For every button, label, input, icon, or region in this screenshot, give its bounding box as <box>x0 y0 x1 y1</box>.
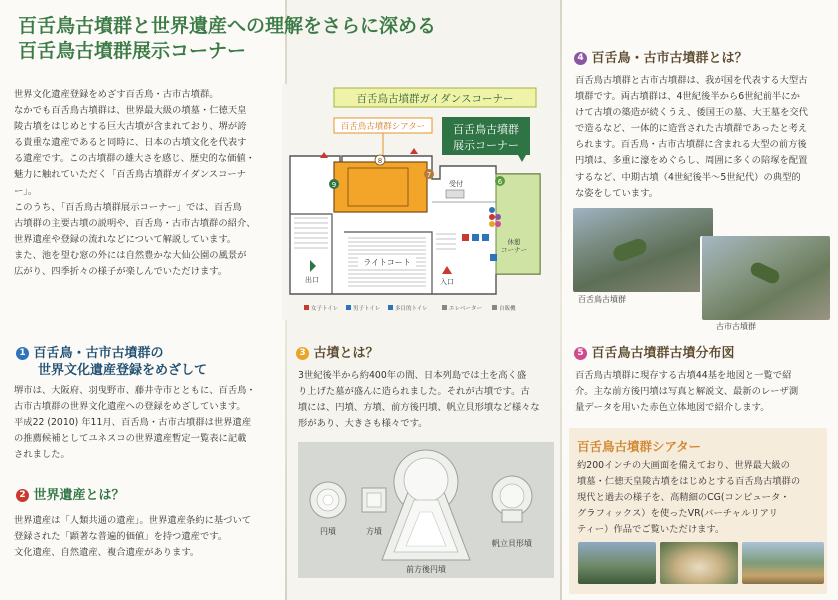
intro-text <box>14 87 284 280</box>
entrance-label: 入口 <box>440 278 454 286</box>
mozu-photo-caption: 百舌鳥古墳群 <box>578 295 626 304</box>
theater-body <box>577 458 827 538</box>
body-line: 墳には、円墳、方墳、前方後円墳、帆立貝形墳など様々な <box>298 402 540 414</box>
intro-line: ー」。 <box>14 185 38 197</box>
scallop-kofun-label: 帆立貝形墳 <box>492 539 532 548</box>
body-line: な姿をしています。 <box>575 187 658 199</box>
floor-map <box>282 84 558 320</box>
body-line: 量データを用いた赤色立体地図で紹介します。 <box>575 402 770 414</box>
marker-8-label: 8 <box>377 157 383 165</box>
body-line: 平成22 (2010) 年11月、百舌鳥・古市古墳群は世界遺産 <box>14 417 252 429</box>
body-line: で造るなど、一体的に造営された古墳群であったと考え <box>575 123 808 135</box>
body-line: 古市古墳群の世界文化遺産への登録をめざしています。 <box>14 401 246 413</box>
intro-line: なかでも百舌鳥古墳群は、世界最大級の墳墓・仁徳天皇 <box>14 105 247 117</box>
intro-line: このうち、「百舌鳥古墳群展示コーナー」では、百舌鳥 <box>14 201 242 213</box>
section-5-title-text: 百舌鳥古墳群古墳分布図 <box>591 346 735 361</box>
light-court-label: ライトコート <box>363 258 411 267</box>
section-1-title-line2: 世界文化遺産登録をめざして <box>38 363 208 378</box>
body-line: 堺市は、大阪府、羽曳野市、藤井寺市とともに、百舌鳥・ <box>14 385 256 396</box>
section-number-badge: 3 <box>296 347 309 360</box>
round-kofun <box>310 482 346 518</box>
body-line: けて古墳の築造が続くうえ、倭国王の墓、大王墓を交代 <box>575 107 808 119</box>
exhibit-room <box>496 174 540 274</box>
body-line: 百舌鳥古墳群に現存する古墳44基を地図と一覧で紹 <box>575 370 792 381</box>
guidance-label: 百舌鳥古墳群ガイダンスコーナー <box>356 93 514 105</box>
section-number-badge: 4 <box>574 52 587 65</box>
section-5-body <box>575 368 833 416</box>
keyhole-kofun-label: 前方後円墳 <box>406 565 446 574</box>
section-3-body <box>298 368 558 432</box>
theater-title: 百舌鳥古墳群シアター <box>577 439 702 454</box>
body-line: されました。 <box>14 449 70 461</box>
legend-item: エレベーター <box>449 306 483 312</box>
section-3-title <box>296 345 379 362</box>
body-line: グラフィックス）を使ったVR(バーチャルリアリ <box>577 508 778 520</box>
intro-line: 古墳群の主要古墳の説明や、百舌鳥・古市古墳群の紹介、 <box>14 217 256 229</box>
section-1 <box>16 345 284 379</box>
section-1-body <box>14 383 284 463</box>
body-line: 墳墓・仁徳天皇陵古墳をはじめとする百舌鳥古墳群の <box>577 476 801 488</box>
section-4-body <box>575 73 833 202</box>
title-line-2: 百舌鳥古墳群展示コーナー <box>18 40 247 62</box>
fold-line <box>560 0 562 600</box>
body-line: 現代と過去の様子を、高精細のCG(コンピュータ・ <box>577 492 790 504</box>
kofun-shapes-illustration <box>298 442 554 578</box>
body-line: するなど、中期古墳（4世紀後半～5世紀代）の典型的 <box>575 171 801 183</box>
intro-line: る貴重な遺産であると同時に、日本の古墳文化を代表す <box>14 137 247 149</box>
body-line: 約200インチの大画面を備えており、世界最大級の <box>577 460 790 471</box>
legend-item: 多目的トイレ <box>395 306 428 312</box>
legend-item: 女子トイレ <box>311 306 339 312</box>
rest-label-1: 休憩 <box>507 238 521 246</box>
intro-line: 世界文化遺産登録をめざす百舌鳥・古市古墳群。 <box>14 89 219 100</box>
body-line: られます。百舌鳥・古市古墳群に含まれる大型の前方後 <box>575 139 807 151</box>
exit-label: 出口 <box>305 276 319 284</box>
section-number-badge: 1 <box>16 347 29 360</box>
body-line: 百舌鳥古墳群と古市古墳群は、我が国を代表する大型古 <box>575 75 808 86</box>
reception-label: 受付 <box>449 180 463 188</box>
theater-image-2 <box>660 542 738 584</box>
exhibit-label-line1: 百舌鳥古墳群 <box>453 123 519 136</box>
square-kofun <box>362 488 386 512</box>
theater-image-3 <box>742 542 824 584</box>
section-2-body <box>14 513 284 561</box>
body-line: 登録された「顕著な普遍的価値」を持つ遺産です。 <box>14 531 228 543</box>
marker-6-label: 6 <box>497 178 503 186</box>
intro-line: また、池を望む窓の外には自然豊かな大仙公園の風景が <box>14 249 247 261</box>
body-line: り上げた墓が盛んに造られました。それが古墳です。古 <box>298 386 530 398</box>
intro-line: 魅力に触れていただく「百舌鳥古墳群ガイダンスコーナ <box>14 169 246 181</box>
intro-line: る遺産です。この古墳群の雄大さを感じ、歴史的な価値・ <box>14 153 255 165</box>
theater-image-1 <box>578 542 656 584</box>
body-line: 介。主な前方後円墳は写真と解説文、最新のレーザ測 <box>575 386 799 398</box>
marker-7-label: 7 <box>426 171 432 179</box>
body-line: 円墳は、多重に濠をめぐらし、周囲に多くの陪塚を配置 <box>575 155 808 167</box>
body-line: ティー）作品でご覧いただけます。 <box>577 524 725 536</box>
square-kofun-label: 方墳 <box>366 527 382 536</box>
body-line: 3世紀後半から約400年の間、日本列島では土を高く盛 <box>298 370 527 381</box>
rest-label-2: コーナー <box>501 246 527 254</box>
section-2-title-text: 世界遺産とは？ <box>33 488 125 503</box>
intro-line: 広がり、四季折々の様子が楽しんでいただけます。 <box>14 266 228 278</box>
section-5-title <box>574 345 735 362</box>
mozu-aerial-photo <box>573 208 713 292</box>
section-4-title-text: 百舌鳥・古市古墳群とは？ <box>591 51 748 66</box>
body-line: 墳群です。両古墳群は、4世紀後半から6世紀前半にか <box>575 91 800 103</box>
section-number-badge: 2 <box>16 489 29 502</box>
section-2-title <box>16 487 125 504</box>
body-line: 世界遺産は「人類共通の遺産」。世界遺産条約に基づいて <box>14 515 252 526</box>
section-1-title-line1: 百舌鳥・古市古墳群の <box>33 346 164 361</box>
theater-label: 百舌鳥古墳群シアター <box>340 122 426 132</box>
legend-item: 男子トイレ <box>353 306 381 312</box>
legend-item: 自販機 <box>499 306 516 312</box>
body-line: 形があり、大きさも様々です。 <box>298 418 428 430</box>
round-kofun-label: 円墳 <box>320 527 336 536</box>
furuichi-photo-caption: 古市古墳群 <box>716 322 756 331</box>
page-title <box>18 14 436 64</box>
section-number-badge: 5 <box>574 347 587 360</box>
body-line: 文化遺産、自然遺産、複合遺産があります。 <box>14 547 200 559</box>
title-line-1: 百舌鳥古墳群と世界遺産への理解をさらに深める <box>18 15 437 37</box>
marker-9-label: 9 <box>331 181 337 189</box>
section-4-title <box>574 50 748 67</box>
light-court <box>344 234 430 292</box>
body-line: の推薦候補としてユネスコの世界遺産暫定一覧表に記載 <box>14 433 247 445</box>
section-3-title-text: 古墳とは？ <box>313 346 379 361</box>
exhibit-label-line2: 展示コーナー <box>453 139 519 152</box>
intro-line: 世界遺産や登録の流れなどについて解説しています。 <box>14 233 237 245</box>
intro-line: 陵古墳をはじめとする巨大古墳が含まれており、堺が誇 <box>14 121 247 133</box>
furuichi-aerial-photo <box>702 236 830 320</box>
